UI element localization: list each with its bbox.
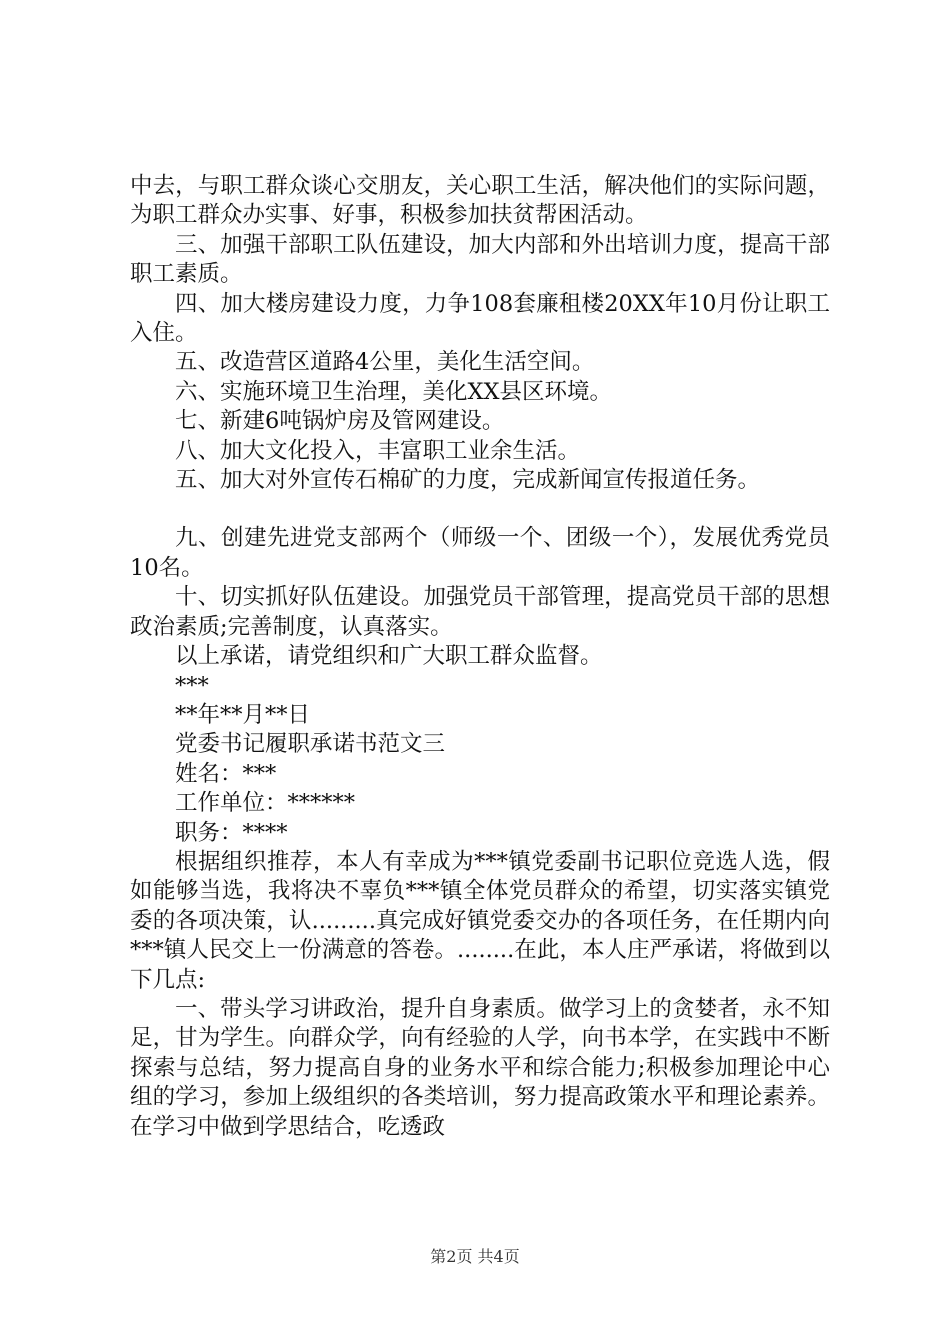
paragraph-point-1: 一、带头学习讲政治，提升自身素质。做学习上的贪婪者，永不知足，甘为学生。向群众学，向有经验的人学，向书本学，在实践中不断探索与总结，努力提高自身的业务水平和综合能力;积极参加理论中心组的学习，参加上级组织的各类培训，努力提高政策水平和理论素养。在学习中做到学思结合，吃透政 <box>130 995 830 1140</box>
paragraph-continuation: 中去，与职工群众谈心交朋友，关心职工生活，解决他们的实际问题，为职工群众办实事、好事，积极参加扶贫帮困活动。 <box>130 173 830 229</box>
paragraph-item-6: 六、实施环境卫生治理，美化XX县区环境。 <box>175 378 613 405</box>
document-body <box>130 172 830 1142</box>
paragraph-item-4: 四、加大楼房建设力度，力争108套廉租楼20XX年10月份让职工入住。 <box>130 290 830 347</box>
paragraph-item-5: 五、改造营区道路4公里，美化生活空间。 <box>175 349 595 376</box>
paragraph-item-7: 七、新建6吨锅炉房及管网建设。 <box>175 408 505 435</box>
paragraph-intro: 根据组织推荐，本人有幸成为***镇党委副书记职位竞选人选，假如能够当选，我将决不辜负***镇全体党员群众的希望，切实落实镇党委的各项决策，认.........真完成好镇党委交办的各项任务，在任期内向***镇人民交上一份满意的答卷。........在此，本人庄严承诺，将做到以下几点: <box>130 848 830 993</box>
paragraph-item-10: 十、切实抓好队伍建设。加强党员干部管理，提高党员干部的思想政治素质;完善制度，认真落实。 <box>130 584 830 640</box>
blank-line <box>130 495 830 524</box>
paragraph-item-9: 九、创建先进党支部两个（师级一个、团级一个），发展优秀党员10名。 <box>130 525 830 581</box>
paragraph-item-3: 三、加强干部职工队伍建设，加大内部和外出培训力度，提高干部职工素质。 <box>130 231 830 288</box>
page-number: 第2页 共4页 <box>430 1247 520 1266</box>
unit-line: 工作单位：****** <box>175 790 356 817</box>
name-line: 姓名：*** <box>175 760 277 787</box>
section-title: 党委书记履职承诺书范文三 <box>175 731 446 758</box>
duty-line: 职务：**** <box>175 819 288 846</box>
paragraph-item-8: 八、加大文化投入，丰富职工业余生活。 <box>175 437 581 464</box>
paragraph-closing: 以上承诺，请党组织和广大职工群众监督。 <box>175 643 603 670</box>
signature-date: **年**月**日 <box>175 701 311 728</box>
signature-name: *** <box>175 672 209 699</box>
paragraph-item-5b: 五、加大对外宣传石棉矿的力度，完成新闻宣传报道任务。 <box>175 467 761 494</box>
